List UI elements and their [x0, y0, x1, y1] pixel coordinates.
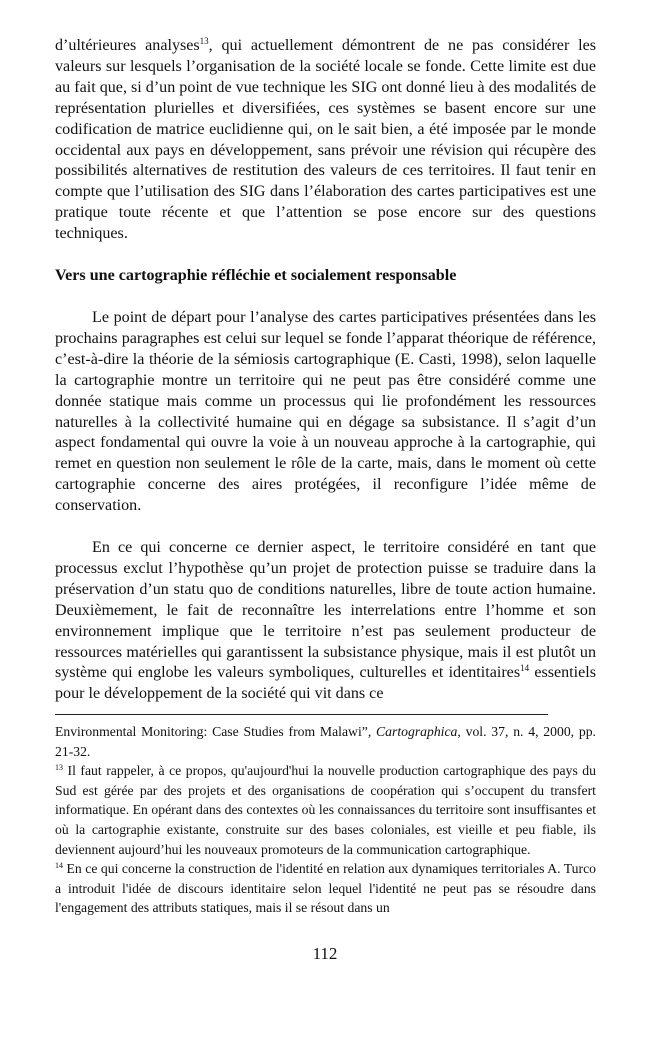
- footnote-ref-13[interactable]: 13: [199, 36, 209, 46]
- section-heading: Vers une cartographie réfléchie et socialement responsable: [55, 267, 457, 285]
- footnote-continued: Environmental Monitoring: Case Studies from Malawi”, Cartographica, vol. 37, n. 4, 2000, pp. 21-32.: [55, 724, 596, 759]
- page-number: 112: [312, 944, 338, 963]
- paragraph-1: d’ultérieures analyses$^{13}$, qui actuellement démontrent de ne pas considérer les valeurs sur lesquels l’organisation de la société locale se fonde. Cette limite est due au fait que, si d’un point de vue technique les SIG ont donné lieu à des modalités de représentation plurielles et diversifiées, ces systèmes se basent encore sur une codification de matrice euclidienne qui, on le sait bien, a été imposée par le monde occidental aux pays en développement, sans prévoir une révision qui récupère des possibilités alternatives de restitution des valeurs de ces territoires. Il faut tenir en compte que l’utilisation des SIG dans l’élaboration des cartes participatives est une pratique toute récente et que l’attention se pose encore sur des questions techniques.: [55, 36, 596, 243]
- journal-title: Cartographica: [376, 724, 458, 739]
- footnote-marker-13: 13: [55, 763, 63, 773]
- page-body: [55, 36, 596, 705]
- paragraph-2: Le point de départ pour l’analyse des cartes participatives présentées dans les prochains paragraphes est celui sur lequel se fonde l’apparat théorique de référence, c’est-à-dire la théorie de la sémiosis cartographique (E. Casti, 1998), selon laquelle la cartographie montre un territoire qui ne peut pas être considéré comme une donnée statique mais comme un processus qui lie profondément les ressources naturelles à la collectivité humaine qui en dégage sa subsistance. Il s’agit d’un aspect fondamental qui ouvre la voie à un nouveau approche à la cartographie, qui remet en question non seulement le rôle de la carte, mais, dans le moment où cette cartographie concerne des aires protégées, il reconfigure l’idée même de conservation.: [55, 308, 596, 515]
- footnote-ref-14[interactable]: 14: [520, 663, 530, 674]
- footnote-divider: [55, 714, 548, 715]
- paragraph-3: En ce qui concerne ce dernier aspect, le territoire considéré en tant que processus exclut l’hypothèse qu’un projet de protection puisse se traduire dans la préservation d’un statu quo de conditions naturelles, libre de toute action humaine. Deuxièmement, le fait de reconnaître les interrelations entre l’homme et son environnement implique que le territoire n’est pas seulement producteur de ressources matérielles qui garantissent la subsistance physique, mais il est plutôt un système qui englobe les valeurs symboliques, culturelles et identitaires$^{14}$ essentiels pour le développement de la société qui vit dans ce: [55, 539, 597, 703]
- footnotes: [55, 722, 596, 918]
- footnote-14: $^{14}$ En ce qui concerne la construction de l'identité en relation aux dynamiques territoriales A. Turco a introduit l'idée de discours identitaire selon lequel l'identité ne peut pas se résoudre dans l'engagement des attributs statiques, mais il se résout dans un: [55, 861, 596, 916]
- footnote-13: $^{13}$ Il faut rappeler, à ce propos, qu'aujourd'hui la nouvelle production cartographique des pays du Sud est gérée par des projets et des organisations de coopération qui s’occupent du transfert informatique. En opérant dans des contextes où les connaissances du territoire sont insuffisantes et où la cartographie existante, construite sur des bases coloniales, est vieille et peu fiable, ils deviennent aujourd’hui les nouveaux promoteurs de la communication cartographique.: [55, 763, 596, 857]
- footnote-marker-14: 14: [55, 861, 63, 871]
